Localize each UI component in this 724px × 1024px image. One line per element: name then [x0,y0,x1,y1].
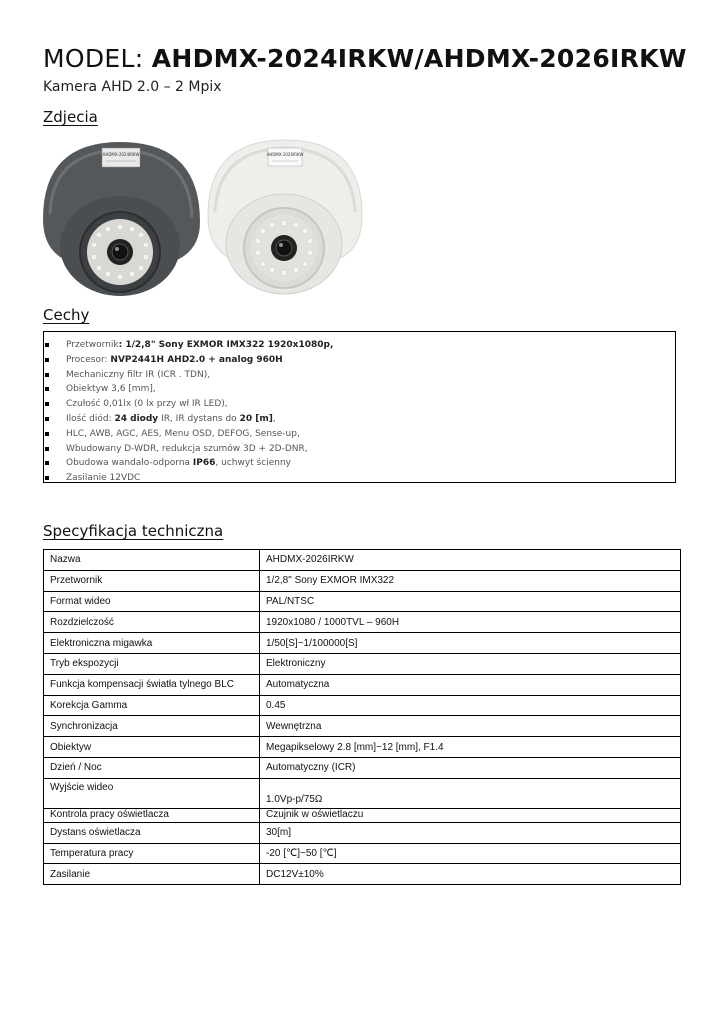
feature-item [44,368,675,383]
spec-value: 30[m] [260,822,681,843]
section-heading-features: Cechy [43,306,90,324]
spec-value: AHDMX-2026IRKW [260,550,681,571]
white-camera-label: AHDMX-2026IRKW [266,152,304,157]
spec-row [44,808,681,822]
spec-row [44,822,681,843]
features-list [44,338,675,486]
spec-value: DC12V±10% [260,864,681,885]
feature-item [44,338,675,353]
spec-row [44,778,681,808]
features-box [43,331,676,483]
spec-value: 1/2,8" Sony EXMOR IMX322 [260,570,681,591]
spec-key: Nazwa [44,550,260,571]
feature-text: , [272,413,276,424]
spec-key: Kontrola pracy oświetlacza [44,808,260,822]
spec-row [44,674,681,695]
feature-text: Zasilanie 12VDC [66,473,141,484]
spec-row [44,653,681,674]
spec-value: Automatyczny (ICR) [260,757,681,778]
spec-key: Synchronizacja [44,716,260,737]
feature-text: HLC, AWB, AGC, AES, Menu OSD, DEFOG, Sense-up, [66,428,300,439]
feature-item [44,353,675,368]
feature-item [44,471,675,486]
model-name: AHDMX-2024IRKW/AHDMX-2026IRKW [151,44,687,73]
feature-text-bold: 20 [m] [239,413,273,424]
spec-key: Funkcja kompensacji światła tylnego BLC [44,674,260,695]
spec-key: Rozdzielczość [44,612,260,633]
spec-row [44,864,681,885]
spec-key: Przetwornik [44,570,260,591]
feature-item [44,456,675,471]
feature-text: Procesor: [66,354,111,365]
feature-text-bold: NVP2441H AHD2.0 + analog 960H [110,354,283,365]
spec-row [44,550,681,571]
spec-value: Czujnik w oświetlaczu [260,808,681,822]
feature-item [44,397,675,412]
camera-photos-image [40,134,370,296]
feature-item [44,442,675,457]
feature-item [44,427,675,442]
spec-row [44,737,681,758]
spec-key: Tryb ekspozycji [44,653,260,674]
spec-value: 1/50[S]~1/100000[S] [260,633,681,654]
section-heading-spec: Specyfikacja techniczna [43,522,224,540]
section-heading-photos: Zdjecia [43,108,98,126]
spec-value: 0.45 [260,695,681,716]
spec-value: 1920x1080 / 1000TVL – 960H [260,612,681,633]
page-subtitle: Kamera AHD 2.0 – 2 Mpix [43,79,222,95]
feature-text: , uchwyt ścienny [215,458,291,469]
spec-value: -20 [℃]~50 [℃] [260,843,681,864]
spec-key: Dzień / Noc [44,757,260,778]
feature-item [44,412,675,427]
feature-text: IR, IR dystans do [158,413,240,424]
feature-text: Czułość 0,01lx (0 lx przy wł IR LED), [66,399,228,410]
gray-camera-label: AHDMX-2024IRKW [102,152,140,157]
spec-value: Automatyczna [260,674,681,695]
spec-row [44,633,681,654]
spec-value: Wewnętrzna [260,716,681,737]
model-label: MODEL: [43,44,152,73]
page-title [43,44,687,73]
feature-item [44,382,675,397]
spec-key: Wyjście wideo [44,778,260,808]
spec-value: 1.0Vp-p/75Ω [260,778,681,808]
spec-value: PAL/NTSC [260,591,681,612]
spec-key: Elektroniczna migawka [44,633,260,654]
spec-key: Temperatura pracy [44,843,260,864]
spec-row [44,757,681,778]
white-dome-camera [208,140,362,294]
spec-table [43,549,681,885]
feature-text-bold: : 1/2,8" Sony EXMOR IMX322 1920x1080p, [118,340,334,350]
spec-key: Dystans oświetlacza [44,822,260,843]
feature-text: Przetwornik [66,340,119,350]
spec-row [44,612,681,633]
spec-row [44,716,681,737]
spec-row [44,843,681,864]
feature-text-bold: IP66 [192,458,216,469]
spec-row [44,591,681,612]
spec-value: Megapikselowy 2.8 [mm]~12 [mm], F1.4 [260,737,681,758]
feature-text: Obudowa wandalo-odporna [66,458,193,469]
spec-row [44,695,681,716]
spec-value: Elektroniczny [260,653,681,674]
spec-key: Obiektyw [44,737,260,758]
feature-text-bold: 24 diody [114,413,159,424]
feature-text: Wbudowany D-WDR, redukcja szumów 3D + 2D-DNR, [66,443,308,454]
spec-key: Zasilanie [44,864,260,885]
feature-text: Mechaniczny filtr IR (ICR . TDN), [66,369,211,380]
spec-key: Korekcja Gamma [44,695,260,716]
spec-row [44,570,681,591]
gray-dome-camera [43,142,200,296]
feature-text: Ilość diód: [66,413,115,424]
camera-photos [40,134,370,296]
spec-key: Format wideo [44,591,260,612]
feature-text: Obiektyw 3,6 [mm], [66,384,156,395]
